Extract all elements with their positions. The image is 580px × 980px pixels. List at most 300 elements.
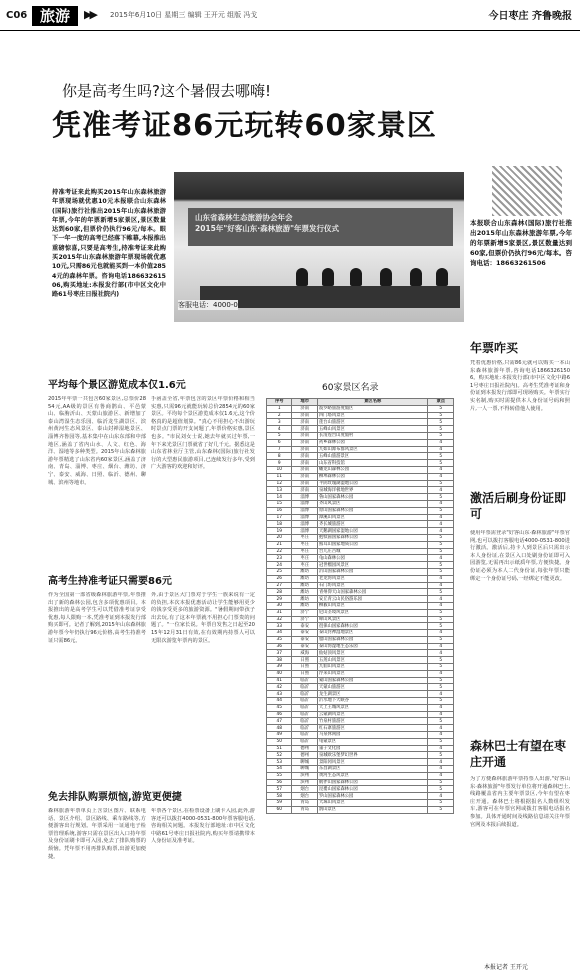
table-cell: 37 — [267, 650, 292, 657]
table-cell: 长清莲台山度假村 — [317, 432, 428, 439]
section-label: 旅游 — [32, 6, 78, 26]
table-cell: 5 — [428, 541, 454, 548]
table-cell: 48 — [267, 725, 292, 732]
table-cell: 4 — [428, 582, 454, 589]
table-cell: 13 — [267, 487, 292, 494]
table-cell: 天鹅湖国家湿地公园 — [317, 528, 428, 535]
article-column: 年票各个景区,在检票设备上刷卡入园,此外,游客还可以拨打4000-0531-800年票客服电话,咨询相关问题。本报发行部地址:市中区文化中路61号枣庄日报社院内,购买年票请携带本人身份证及准考证。 — [151, 808, 255, 845]
table-cell: 熊耳山国家地质公园 — [317, 541, 428, 548]
page-header — [0, 0, 580, 30]
table-cell: 5 — [428, 548, 454, 555]
table-cell: 五峰山旅游景区 — [317, 453, 428, 460]
table-row — [267, 752, 454, 759]
table-row — [267, 698, 454, 705]
table-cell: 烟台 — [292, 786, 317, 793]
table-cell: 枣庄 — [292, 562, 317, 569]
sidebar-promo: 本报联合山东森林(国际)旅行社推出2015年山东森林旅游年票,今年的年票新增5家景区,景区数量达到60家,但票价仍执行96元/每本。咨询电话：18663261506 — [470, 219, 572, 267]
table-row — [267, 616, 454, 623]
table-cell: 蟠龙山森林公园 — [317, 466, 428, 473]
person-figure — [380, 268, 392, 286]
table-cell: 鲁山国家森林公园 — [317, 494, 428, 501]
table-cell: 51 — [267, 745, 292, 752]
table-header-cell: 景点 — [428, 399, 454, 406]
table-row — [267, 636, 454, 643]
table-row — [267, 670, 454, 677]
table-cell: 4 — [428, 555, 454, 562]
table-cell: 泰安 — [292, 643, 317, 650]
article-column: 为了方便森林旅游年票持票人出游,"好客山东·森林旅游"年票发行单位将开通森林巴士,线路覆盖省内主要年票景区,今年有望在枣庄开通。森林巴士将根据报名人数组织发车,游客可在年票官网或拨打客服电话报名参加。具体开通时间及线路信息请关注年票官网及本报后续报道。 — [470, 776, 570, 828]
table-cell: 5 — [428, 806, 454, 813]
newspaper-name: 今日枣庄 齐鲁晚报 — [488, 11, 572, 22]
table-cell: 沂山国家森林公园 — [317, 568, 428, 575]
article-column: 手函盖全省,年票包含的景区年票价格和相当实惠,只需96元就能玩转总价2854元的60家景区。平均每个景区游览成本仅1.6元,这个价格真的是超值划算。"真心不用担心不出游玩时景点门票的开支问题了,年票价格实惠,景区也多。"市民刘女士说,她去年就买过年票,一年下来光景区门票就省了好几千元。据悉这是山东省林业厅主管,山东森林(国际)旅行社发行的大型惠民旅游项目,已连续发行多年,受到广大游客的欢迎和好评。 — [151, 396, 255, 471]
table-cell: 潍坊 — [292, 582, 317, 589]
table-cell: 4 — [428, 514, 454, 521]
table-row — [267, 806, 454, 813]
table-cell: 蒙山国家森林公园 — [317, 677, 428, 684]
table-cell: 8 — [267, 453, 292, 460]
table-cell: 25 — [267, 568, 292, 575]
table-cell: 5 — [428, 698, 454, 705]
table-row — [267, 500, 454, 507]
table-cell: 药乡森林公园 — [317, 439, 428, 446]
chevron-right-icon: ▶▶ — [84, 8, 95, 21]
table-cell: 31 — [267, 609, 292, 616]
table-cell: 5 — [428, 534, 454, 541]
table-cell: 枣庄 — [292, 541, 317, 548]
table-cell: 临沂 — [292, 732, 317, 739]
table-header-cell: 地市 — [292, 399, 317, 406]
table-cell: 柳毅山风景区 — [317, 602, 428, 609]
table-cell: 24 — [267, 562, 292, 569]
stage-table — [200, 286, 460, 308]
table-row — [267, 555, 454, 562]
table-cell: 54 — [267, 766, 292, 773]
table-row — [267, 541, 454, 548]
table-cell: 徂徕山国家森林公园 — [317, 623, 428, 630]
table-cell: 20 — [267, 534, 292, 541]
table-row — [267, 466, 454, 473]
table-cell: 天蒙山旅游区 — [317, 684, 428, 691]
table-cell: 日照 — [292, 657, 317, 664]
table-cell: 四门塔风景区 — [317, 412, 428, 419]
table-cell: 5 — [428, 779, 454, 786]
table-cell: 泰山封禅湿地景区 — [317, 630, 428, 637]
table-cell: 龙生湖景区 — [317, 691, 428, 698]
table-cell: 平阴玫瑰湖湿地公园 — [317, 480, 428, 487]
table-cell: 云蒙湖风景区 — [317, 711, 428, 718]
table-row — [267, 779, 454, 786]
table-cell: 45 — [267, 704, 292, 711]
table-cell: 5 — [428, 507, 454, 514]
table-cell: 临沂 — [292, 684, 317, 691]
table-cell: 22 — [267, 548, 292, 555]
table-cell: 济南 — [292, 419, 317, 426]
table-cell: 泰山湾湿地生态乐园 — [317, 643, 428, 650]
table-cell: 5 — [428, 677, 454, 684]
table-cell: 5 — [428, 432, 454, 439]
article-column: 使用年票需登录"好客山东·森林旅游"年票官网,也可以拨打客服电话4000-0531-800进行激活。激活后,持卡人到景区后只需出示本人身份证,在景区入口处刷身份证即可入园游览,无需再出示纸质年票,方便快捷。身份证必须为本人二代身份证,每张年票只能绑定一个身份证号码,一经绑定不能更改。 — [470, 530, 570, 582]
table-cell: 九仙山风景区 — [317, 664, 428, 671]
table-row — [267, 711, 454, 718]
table-cell: 41 — [267, 677, 292, 684]
table-cell: 4 — [428, 793, 454, 800]
table-cell: 潍坊 — [292, 596, 317, 603]
table-cell: 青岛 — [292, 800, 317, 807]
table-row — [267, 548, 454, 555]
table-row — [267, 800, 454, 807]
table-row — [267, 609, 454, 616]
table-cell: 龟山森林公园 — [317, 555, 428, 562]
table-cell: 德州 — [292, 752, 317, 759]
table-cell: 马泉休闲园 — [317, 732, 428, 739]
table-cell: 滨州 — [292, 779, 317, 786]
table-cell: 日照 — [292, 664, 317, 671]
table-cell: 泉城欧乐堡梦幻世界 — [317, 752, 428, 759]
table-cell: 潍坊 — [292, 575, 317, 582]
table-cell: 53 — [267, 759, 292, 766]
table-cell: 4 — [428, 732, 454, 739]
table-cell: 58 — [267, 793, 292, 800]
table-row — [267, 453, 454, 460]
table-cell: 尼山圣境风景区 — [317, 609, 428, 616]
table-row — [267, 562, 454, 569]
table-row — [267, 494, 454, 501]
table-cell: 青州仰天山国家森林公园 — [317, 589, 428, 596]
issue-meta: 2015年6月10日 星期三 编辑 王开元 组版 冯戈 — [110, 11, 258, 19]
headline-kicker: 你是高考生吗?这个暑假去哪嗨! — [62, 82, 271, 100]
table-cell: 临沂 — [292, 691, 317, 698]
table-cell: 石门坊风景区 — [317, 582, 428, 589]
table-cell: 枣庄 — [292, 534, 317, 541]
article-column: 凭着优惠价格,只需86元就可以购买一本山东森林旅游年票,咨询电话18663261506。购买地址:本报发行部(市中区文化中路61号枣庄日报社院内)。高考生凭准考证和身份证到本报发行部即可现场购买。年票实行实名制,购买时需提供本人身份证号码和照片,一人一票,不得转借他人使用。 — [470, 360, 570, 412]
table-cell: 聊城 — [292, 766, 317, 773]
table-cell: 5 — [428, 494, 454, 501]
table-cell: 3 — [267, 419, 292, 426]
table-row — [267, 514, 454, 521]
table-cell: 德州 — [292, 745, 317, 752]
table-cell: 4 — [428, 711, 454, 718]
table-cell: 济南 — [292, 405, 317, 412]
table-cell: 4 — [428, 602, 454, 609]
table-row — [267, 643, 454, 650]
table-cell: 5 — [428, 718, 454, 725]
table-cell: 33 — [267, 623, 292, 630]
table-row — [267, 487, 454, 494]
table-row — [267, 718, 454, 725]
table-cell: 16 — [267, 507, 292, 514]
table-cell: 4 — [428, 691, 454, 698]
table-cell: 浮来山风景区 — [317, 670, 428, 677]
table-cell: 38 — [267, 657, 292, 664]
section-heading: 高考生持准考证只需要86元 — [48, 576, 172, 587]
table-cell: 济南 — [292, 446, 317, 453]
table-cell: 5 — [428, 738, 454, 745]
table-header-cell: 序号 — [267, 399, 292, 406]
table-row — [267, 460, 454, 467]
table-cell: 天上王城风景区 — [317, 704, 428, 711]
table-row — [267, 738, 454, 745]
table-row — [267, 568, 454, 575]
table-cell: 泰安 — [292, 623, 317, 630]
table-cell: 50 — [267, 738, 292, 745]
table-cell: 36 — [267, 643, 292, 650]
table-cell: 21 — [267, 541, 292, 548]
table-cell: 1 — [267, 405, 292, 412]
table-row — [267, 446, 454, 453]
table-cell: 9 — [267, 460, 292, 467]
table-cell: 大珠山风景区 — [317, 800, 428, 807]
table-row — [267, 704, 454, 711]
table-header-row — [267, 399, 454, 406]
table-cell: 55 — [267, 772, 292, 779]
table-cell: 淄博 — [292, 521, 317, 528]
table-row — [267, 732, 454, 739]
table-cell: 11 — [267, 473, 292, 480]
table-row — [267, 630, 454, 637]
table-header-cell: 景区名称 — [317, 399, 428, 406]
table-row — [267, 426, 454, 433]
table-cell: 潍坊 — [292, 568, 317, 575]
table-cell: 43 — [267, 691, 292, 698]
table-cell: 23 — [267, 555, 292, 562]
table-cell: 5 — [428, 419, 454, 426]
table-row — [267, 589, 454, 596]
table-cell: 4 — [428, 439, 454, 446]
table-row — [267, 786, 454, 793]
table-cell: 枣庄 — [292, 548, 317, 555]
table-title: 60家景区名录 — [322, 383, 379, 393]
table-cell: 济南 — [292, 439, 317, 446]
table-row — [267, 664, 454, 671]
banner-line-1: 山东省森林生态旅游协会年会 — [195, 213, 293, 222]
table-cell: 济南 — [292, 432, 317, 439]
table-cell: 临沂 — [292, 725, 317, 732]
table-cell: 5 — [428, 412, 454, 419]
table-cell: 5 — [428, 752, 454, 759]
table-cell: 潭溪山风景区 — [317, 514, 428, 521]
table-cell: 4 — [428, 630, 454, 637]
table-cell: 原山国家森林公园 — [317, 507, 428, 514]
table-cell: 42 — [267, 684, 292, 691]
table-row — [267, 480, 454, 487]
table-cell: 济南 — [292, 473, 317, 480]
table-cell: 4 — [428, 766, 454, 773]
table-row — [267, 432, 454, 439]
table-cell: 聊城 — [292, 759, 317, 766]
table-cell: 5 — [428, 609, 454, 616]
table-cell: 五莲山风景区 — [317, 657, 428, 664]
table-cell: 龟蒙景区 — [317, 738, 428, 745]
table-cell: 仙姑顶风景区 — [317, 650, 428, 657]
table-cell: 5 — [428, 562, 454, 569]
table-cell: 15 — [267, 500, 292, 507]
table-cell: 5 — [428, 684, 454, 691]
table-cell: 红石寨旅游区 — [317, 725, 428, 732]
table-cell: 临沂 — [292, 677, 317, 684]
table-cell: 烟台 — [292, 793, 317, 800]
table-row — [267, 575, 454, 582]
person-figure — [410, 268, 422, 286]
table-cell: 40 — [267, 670, 292, 677]
table-row — [267, 793, 454, 800]
table-cell: 5 — [428, 616, 454, 623]
table-row — [267, 534, 454, 541]
table-cell: 5 — [428, 657, 454, 664]
article-column: 森林旅游年票单页上含景区图片、联系电话、景区介绍、景区路线、乘车路线等,方便游客出行规划。年票采用一证通电子检票管理系统,游客只需在景区出入口持年票及身份证刷卡即可入园,免去了排队购票的烦恼。凭年票不用再排队购票,出游更加便捷。 — [48, 808, 146, 860]
table-cell: 26 — [267, 575, 292, 582]
event-banner-text — [195, 212, 339, 234]
article-column: 外,由于景区大门票对于学生一族来说有一定的负担,本次本报优惠活动让学生能够用更少的钱享受更多的旅游资源。"暑假期间带孩子出去玩,有了这本年票就不用担心门票贵的问题了。"一位家长说。年票自发售之日起至2015年12月31日有效,在有效期内持票人可以无限次游览年票内的景区。 — [151, 592, 255, 644]
lede-paragraph: 持准考证来此购买2015年山东森林旅游年票现场就优惠10元本报联合山东森林(国际)旅行社推出2015年山东森林旅游年票,今年的年票新增5家景区,景区数量达到60家,但票价仍执行96元/每本。眼下一年一度的高考已经落下帷幕,本报推出重磅惊喜,只要是高考生,持准考证来此购买2015年山东森林旅游年票现场就优惠10元,只需86元也就能买到一本价值2854元的森林年票。咨询电话18663261506,购买地址:本报发行部(市中区文化中路61号枣庄日报社院内) — [52, 189, 166, 299]
table-cell: 济南 — [292, 426, 317, 433]
table-cell: 鹤伴山国家森林公园 — [317, 779, 428, 786]
table-cell: 4 — [428, 772, 454, 779]
table-cell: 4 — [428, 575, 454, 582]
table-cell: 淄博 — [292, 514, 317, 521]
table-cell: 5 — [428, 786, 454, 793]
table-cell: 5 — [428, 623, 454, 630]
table-cell: 4 — [428, 446, 454, 453]
table-row — [267, 412, 454, 419]
table-cell: 4 — [428, 521, 454, 528]
section-heading: 免去排队购票烦恼,游览更便捷 — [48, 792, 182, 803]
person-figure — [436, 268, 448, 286]
table-cell: 5 — [428, 800, 454, 807]
table-cell: 齐山风景区 — [317, 500, 428, 507]
table-cell: 峄山风景区 — [317, 616, 428, 623]
table-row — [267, 772, 454, 779]
table-cell: 枣庄 — [292, 555, 317, 562]
table-cell: 5 — [428, 453, 454, 460]
table-cell: 4 — [428, 487, 454, 494]
table-cell: 老龙湾风景区 — [317, 575, 428, 582]
table-cell: 4 — [428, 704, 454, 711]
table-cell: 淄博 — [292, 494, 317, 501]
table-cell: 潍坊 — [292, 589, 317, 596]
table-cell: 49 — [267, 732, 292, 739]
table-cell: 4 — [428, 473, 454, 480]
table-row — [267, 766, 454, 773]
table-cell: 4 — [267, 426, 292, 433]
table-row — [267, 602, 454, 609]
table-cell: 10 — [267, 466, 292, 473]
table-cell: 威海 — [292, 650, 317, 657]
table-cell: 冠世榴园风景区 — [317, 562, 428, 569]
table-cell: 东昌湖景区 — [317, 766, 428, 773]
article-column: 2015年年票一共包含60家景区,总票价2854元,AA级的景区有鲁商鹊山、平邑蒙山、临朐沂山、天蒙山旅游区、新增加了泰山湾湿生态乐园、临沂龙生湖景区、滨州黄河生态风景区、泰山封禅湿地景区、淄博齐鲁园等,基本集中在山东东部和中部地区,涵盖了省内山水、人文、红色、海洋、湿地等多种类型。2015年山东森林旅游年票精选了山东省内60家景区,涵盖了济南、青岛、淄博、枣庄、烟台、潍坊、济宁、泰安、威海、日照、临沂、德州、聊城、滨州等地市。 — [48, 396, 146, 486]
table-cell: 济南 — [292, 480, 317, 487]
section-heading: 激活后刷身份证即可 — [470, 491, 567, 521]
table-cell: 台儿庄古城 — [317, 548, 428, 555]
table-cell: 4 — [428, 745, 454, 752]
table-cell: 4 — [428, 759, 454, 766]
person-figure — [350, 268, 362, 286]
table-cell: 日照 — [292, 670, 317, 677]
table-cell: 7 — [267, 446, 292, 453]
page-code: C06 — [6, 10, 28, 21]
table-cell: 5 — [428, 589, 454, 596]
table-cell: 安丘青云山民俗游乐园 — [317, 596, 428, 603]
byline: 本报记者 王开元 — [484, 964, 528, 971]
headline-main: 凭准考证86元玩转60家景区 — [52, 108, 437, 142]
table-cell: 59 — [267, 800, 292, 807]
table-cell: 淄博 — [292, 507, 317, 514]
table-cell: 32 — [267, 616, 292, 623]
table-row — [267, 521, 454, 528]
table-cell: 临沂 — [292, 718, 317, 725]
table-cell: 泰安 — [292, 636, 317, 643]
table-row — [267, 691, 454, 698]
table-cell: 罗山国家森林公园 — [317, 793, 428, 800]
table-cell: 4 — [428, 670, 454, 677]
table-cell: 波罗峪旅游度假区 — [317, 405, 428, 412]
section-heading: 森林巴士有望在枣庄开通 — [470, 739, 567, 769]
table-row — [267, 684, 454, 691]
table-row — [267, 623, 454, 630]
table-row — [267, 507, 454, 514]
qr-code-icon — [492, 166, 562, 216]
table-cell: 临沂 — [292, 704, 317, 711]
table-cell: 17 — [267, 514, 292, 521]
table-cell: 腊山国家森林公园 — [317, 636, 428, 643]
table-cell: 淄博 — [292, 528, 317, 535]
table-row — [267, 677, 454, 684]
person-figure — [296, 268, 308, 286]
table-row — [267, 582, 454, 589]
table-cell: 5 — [428, 568, 454, 575]
table-cell: 4 — [428, 500, 454, 507]
table-cell: 4 — [428, 528, 454, 535]
table-cell: 黄河生态风景区 — [317, 772, 428, 779]
photo-tel-caption: 客服电话：4000-0 — [178, 301, 238, 309]
table-row — [267, 596, 454, 603]
table-cell: 青岛 — [292, 806, 317, 813]
table-cell: 济南 — [292, 453, 317, 460]
table-cell: 6 — [267, 439, 292, 446]
table-cell: 30 — [267, 602, 292, 609]
table-cell: 52 — [267, 752, 292, 759]
table-cell: 5 — [428, 460, 454, 467]
table-cell: 九如山瀑布群风景区 — [317, 446, 428, 453]
header-divider — [0, 30, 580, 31]
person-figure — [322, 268, 334, 286]
table-row — [267, 759, 454, 766]
section-heading: 年票咋买 — [470, 341, 519, 355]
table-row — [267, 528, 454, 535]
table-cell: 济南 — [292, 460, 317, 467]
table-cell: 14 — [267, 494, 292, 501]
table-cell: 昆嵛山国家森林公园 — [317, 786, 428, 793]
table-cell: 4 — [428, 650, 454, 657]
table-cell: 临沂 — [292, 738, 317, 745]
table-row — [267, 745, 454, 752]
table-cell: 34 — [267, 630, 292, 637]
table-cell: 4 — [428, 725, 454, 732]
table-cell: 柳埠森林公园 — [317, 473, 428, 480]
table-cell: 28 — [267, 589, 292, 596]
table-cell: 44 — [267, 698, 292, 705]
table-cell: 39 — [267, 664, 292, 671]
section-heading: 平均每个景区游览成本仅1.6元 — [48, 380, 186, 391]
table-row — [267, 725, 454, 732]
table-cell: 5 — [428, 405, 454, 412]
table-row — [267, 473, 454, 480]
table-cell: 4 — [428, 466, 454, 473]
table-cell: 56 — [267, 779, 292, 786]
table-cell: 2 — [267, 412, 292, 419]
table-cell: 5 — [428, 426, 454, 433]
